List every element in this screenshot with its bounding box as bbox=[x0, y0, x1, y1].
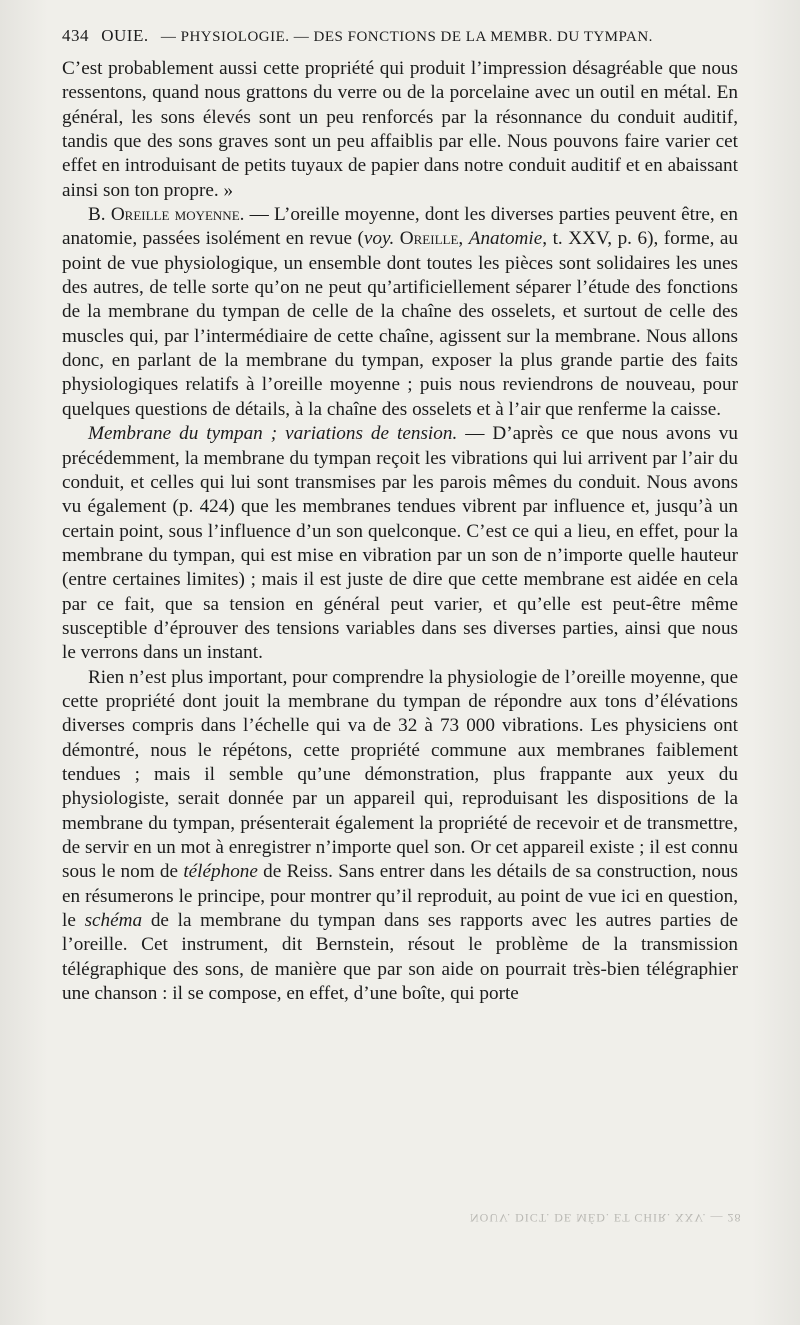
text-run: — L’oreille moyenne, dont les diverses parties peuvent être, en anatomie, passées isolément en revue ( bbox=[62, 204, 738, 250]
ref-comma: , bbox=[458, 228, 469, 250]
ref-anatomie: Anatomie bbox=[468, 228, 543, 250]
header-subtitle: — PHYSIOLOGIE. — DES FONCTIONS DE LA MEMBR. DU TYMPAN. bbox=[160, 29, 653, 45]
section-letter: B. bbox=[88, 204, 106, 226]
text-run: Rien n’est plus important, pour comprendre la physiologie de l’oreille moyenne, que cette propriété dont jouit la membrane du tympan de répondre aux tons d’élévations diverses compris dans l’échelle qui va de 32 à 73 000 vibrations. Les physiciens ont démontré, nous le répétons, cette propriété commune aux membranes faiblement tendues ; mais il semble qu’une démonstration, plus frappante aux yeux du physiologiste, serait donnée par un appareil qui, reproduisant les dispositions de la membrane du tympan, présenterait également la propriété de recevoir et de transmettre, de servir en un mot à enregistrer n’importe quel son. Or cet appareil existe ; il est connu sous le nom de bbox=[62, 666, 738, 883]
running-header bbox=[62, 26, 742, 46]
term-telephone: téléphone bbox=[183, 861, 258, 883]
page-body bbox=[62, 57, 738, 1006]
text-run: de Reiss. Sans entrer dans les détails de sa construction, nous en résumerons le principe, pour montrer qu’il reproduit, au point de vue ici en question, le bbox=[62, 861, 738, 932]
ref-voy: voy. bbox=[363, 228, 395, 250]
page-number: 434 bbox=[62, 26, 89, 45]
paragraph-membrane-tympan bbox=[62, 422, 738, 665]
paragraph-telephone bbox=[62, 666, 738, 1007]
ref-oreille: Oreille bbox=[394, 228, 459, 250]
term-schema: schéma bbox=[84, 910, 143, 932]
paragraph-oreille-moyenne bbox=[62, 203, 738, 422]
subsection-heading: Membrane du tympan ; variations de tension. bbox=[88, 423, 458, 445]
section-heading: Oreille moyenne. bbox=[110, 204, 245, 226]
text-run: — D’après ce que nous avons vu précédemment, la membrane du tympan reçoit les vibrations qui lui arrivent par l’air du conduit, et celles qui lui sont transmises par les parois mêmes du conduit. Nous avons vu également (p. 424) que les membranes tendues vibrent par influence et, jusqu’à un certain point, sous l’influence d’un son quelconque. C’est ce qui a lieu, en effet, pour la membrane du tympan, qui est mise en vibration par un son de n’importe quelle hauteur (entre certaines limites) ; mais il est juste de dire que cette membrane est aidée en cela par ce fait, que sa tension en général peut varier, et qu’elle est peut-être même susceptible d’éprouver des tensions variables dans ses diverses parties, ainsi que nous le verrons dans un instant. bbox=[62, 423, 738, 664]
text-run: , t. XXV, p. 6), forme, au point de vue physiologique, un ensemble dont toutes les pièces sont solidaires les unes des autres, de telle sorte qu’on ne peut qu’artificiellement séparer l’étude des fonctions de la membrane du tympan de celle de la chaîne des osselets, et surtout de celle des muscles qui, par l’intermédiaire de cette chaîne, agissent sur la membrane. Nous allons donc, en parlant de la membrane du tympan, exposer la plus grande partie des faits physiologiques relatifs à l’oreille moyenne ; puis nous reviendrons de nouveau, pour quelques questions de détails, à la chaîne des osselets et à l’air que renferme la caisse. bbox=[62, 228, 738, 420]
section-title: OUIE. bbox=[101, 26, 149, 45]
paragraph-1: C’est probablement aussi cette propriété qui produit l’impression désagréable que nous ressentons, quand nous grattons du verre ou de la porcelaine avec un outil en métal. En général, les sons élevés sont un peu renforcés par la résonnance du conduit auditif, tandis que des sons graves sont un peu affaiblis par elle. Nous pouvons faire varier cet effet en introduisant de petits tuyaux de papier dans notre conduit auditif et en abaissant ainsi son ton propre. » bbox=[62, 58, 738, 201]
bleed-through-footer: NOUV. DICT. DE MÉD. ET CHIR. XXV. — 28 bbox=[470, 1211, 742, 1225]
text-run: de la membrane du tympan dans ses rapports avec les autres parties de l’oreille. Cet instrument, dit Bernstein, résout le problème de la transmission télégraphique des sons, de manière que par son aide on pourrait très-bien télégraphier une chanson : il se compose, en effet, d’une boîte, qui porte bbox=[62, 910, 738, 1005]
